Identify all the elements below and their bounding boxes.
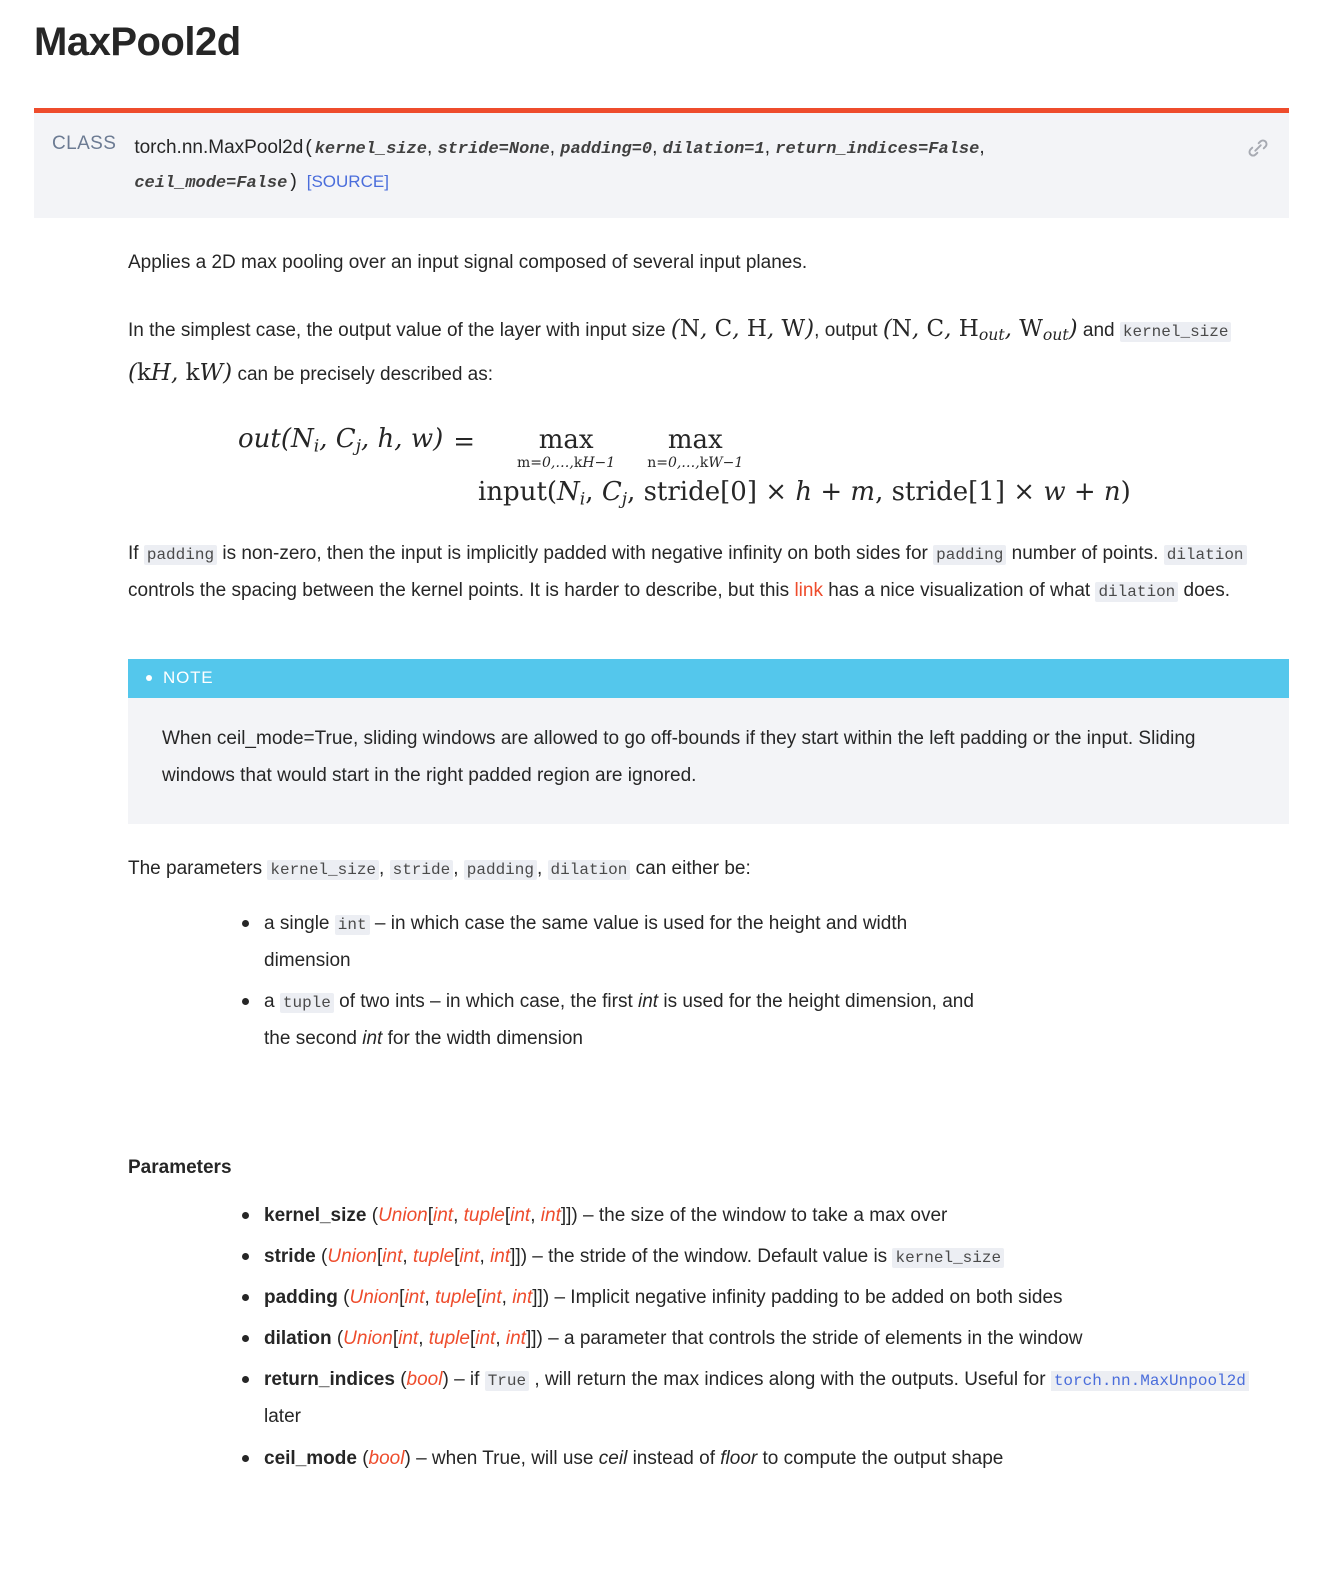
intro2-text-b: , output (814, 319, 883, 341)
param-name-padding: padding (264, 1287, 338, 1309)
param-name-ceil_mode: ceil_mode (264, 1447, 357, 1469)
code-int-1: int (335, 915, 370, 935)
padding-t5: has a nice visualization of what (822, 579, 1096, 601)
intro-paragraph-2 (128, 307, 1278, 397)
code-dilation-2: dilation (1095, 582, 1178, 602)
formula-lhs: $out(N_i$, $C_j$, h, w) (238, 424, 444, 457)
signature-close-paren: ) (287, 171, 299, 194)
list-item (264, 905, 984, 979)
param-name-stride: stride (264, 1246, 316, 1268)
link-icon[interactable] (1245, 135, 1271, 161)
code-padding-1: padding (144, 545, 217, 565)
maxunpool2d-link[interactable]: torch.nn.MaxUnpool2d (1051, 1371, 1249, 1391)
params-intro-sep3: , (536, 857, 548, 879)
code-kernel_size-intro: kernel_size (267, 860, 379, 880)
padding-t6: does. (1178, 579, 1231, 601)
code-kernel_size-default: kernel_size (892, 1248, 1004, 1268)
padding-t2: is non-zero, then the input is implicitly padded with negative infinity on both sides for (217, 542, 934, 564)
code-true: True (485, 1371, 529, 1391)
table-row: dilation (Union[int, tuple[int, int]]) – a parameter that controls the stride of elements in the window (264, 1320, 1289, 1357)
formula-max-limits-m: m=0,…,kH−1 (517, 454, 616, 471)
math-input-size: (N, C, H, W) (670, 315, 815, 342)
source-link[interactable]: [SOURCE] (306, 172, 389, 192)
table-row: stride (Union[int, tuple[int, int]]) – the stride of the window. Default value is kernel_size (264, 1238, 1289, 1275)
formula-max-operator-m: max m=0,…,kH−1 (517, 425, 616, 471)
note-label: NOTE (163, 667, 214, 687)
params-intro-t1: The parameters (128, 857, 268, 879)
param-desc-ceil_mode-c: to compute the output shape (757, 1447, 1004, 1469)
param-name-return_indices: return_indices (264, 1369, 395, 1391)
bullet2-t1: a (264, 991, 280, 1013)
param-desc-dilation: – a parameter that controls the stride of elements in the window (542, 1328, 1083, 1350)
param-desc-kernel_size: – the size of the window to take a max over (577, 1205, 948, 1227)
list-item (264, 983, 984, 1057)
param-em-ceil: ceil (598, 1447, 628, 1469)
param-type-union: Union (378, 1205, 428, 1227)
signature-param-padding: padding=0 (560, 140, 653, 159)
param-desc-padding: – Implicit negative infinity padding to be added on both sides (549, 1287, 1063, 1309)
signature-param-kernel_size: kernel_size (314, 140, 427, 159)
intro2-text-a: In the simplest case, the output value of the layer with input size (128, 319, 671, 341)
formula-rhs: $input(N_i$, $C_j$, stride[0] × h + m, stride[1] × w + n) (478, 476, 1131, 509)
signature-param-ceil_mode: ceil_mode=False (134, 174, 288, 194)
bullet2-t2: of two ints – in which case, the first (333, 991, 639, 1013)
param-desc-ceil_mode-b: instead of (627, 1447, 721, 1469)
code-tuple-1: tuple (280, 993, 334, 1013)
param-em-floor: floor (720, 1447, 758, 1469)
param-name-kernel_size: kernel_size (264, 1205, 367, 1227)
bullet1-t1: a single (264, 913, 335, 935)
padding-paragraph (128, 535, 1278, 609)
page-title: MaxPool2d (34, 20, 241, 64)
signature-param-stride: stride=None (437, 140, 550, 159)
bullet1-t2: – in which case the same value is used for the height and width dimension (264, 913, 908, 972)
param-desc-return_indices-c: later (264, 1406, 301, 1428)
param-desc-stride: – the stride of the window. Default value is (527, 1246, 893, 1268)
table-row: return_indices (bool) – if True , will return the max indices along with the outputs. Useful for torch.nn.MaxUnpool2d later (264, 1361, 1289, 1435)
math-kernel-size: (kH, kW) (128, 360, 233, 387)
signature-open-paren: ( (303, 137, 315, 159)
signature-param-return_indices: return_indices=False (775, 140, 980, 159)
note-header (128, 659, 1289, 698)
params-intro-t2: can either be: (630, 857, 751, 879)
doc-page (0, 18, 1323, 1589)
code-kernel-size: kernel_size (1120, 322, 1232, 342)
formula-block (128, 424, 1289, 509)
signature-param-dilation: dilation=1 (662, 140, 765, 159)
note-text: When ceil_mode=True, sliding windows are allowed to go off-bounds if they start within the left padding or the input. Sliding windows that would start in the right padded region are ignored. (162, 727, 1196, 786)
parameters-heading: Parameters (128, 1157, 232, 1179)
padding-t1: If (128, 542, 144, 564)
formula-max-operator-n: max n=0,…,kW−1 (647, 425, 744, 471)
code-dilation-intro: dilation (548, 860, 631, 880)
params-intro-sep1: , (379, 857, 390, 879)
note-bullet-icon (146, 675, 152, 681)
note-body (128, 698, 1289, 824)
param-desc-ceil_mode-a: – when True, will use (410, 1447, 599, 1469)
code-padding-2: padding (933, 545, 1006, 565)
class-keyword-label: CLASS (52, 133, 117, 154)
param-name-dilation: dilation (264, 1328, 332, 1350)
dilation-visualization-link[interactable]: link (794, 579, 823, 601)
table-row: padding (Union[int, tuple[int, int]]) – Implicit negative infinity padding to be added on both sides (264, 1279, 1289, 1316)
bullet2-t3: is used for the height dimension, and the second (264, 991, 974, 1050)
padding-t3: number of points. (1006, 542, 1164, 564)
table-row: kernel_size (Union[int, tuple[int, int]]) – the size of the window to take a max over (264, 1197, 1289, 1234)
parameters-list (128, 1197, 1289, 1476)
intro2-text-c: and (1077, 319, 1120, 341)
signature-qualname: torch.nn.MaxPool2d (134, 137, 304, 158)
params-intro-sep2: , (453, 857, 464, 879)
note-admonition (128, 659, 1289, 824)
signature-text: torch.nn.MaxPool2d(kernel_size, stride=None, padding=0, dilation=1, return_indices=False, ceil_mode=False) [SOURCE] (134, 137, 985, 194)
code-dilation-1: dilation (1164, 545, 1247, 565)
bullet2-em1: int (638, 991, 659, 1013)
class-signature-box (34, 108, 1289, 218)
formula-max-limits-n: n=0,…,kW−1 (647, 454, 744, 471)
code-padding-intro: padding (464, 860, 537, 880)
math-output-size: (N, C, $H_{out}$, $W_{out}$) (882, 315, 1078, 344)
params-intro-paragraph (128, 850, 1278, 887)
bullet2-em2: int (362, 1028, 383, 1050)
table-row: ceil_mode (bool) – when True, will use ceil instead of floor to compute the output shape (264, 1440, 1289, 1477)
param-desc-return_indices-b: , will return the max indices along with the outputs. Useful for (529, 1369, 1051, 1391)
code-stride-intro: stride (390, 860, 454, 880)
padding-t4: controls the spacing between the kernel points. It is harder to describe, but this (128, 579, 795, 601)
bullet2-t4: for the width dimension (382, 1028, 583, 1050)
doc-body (34, 244, 1289, 1477)
intro-paragraph-1: Applies a 2D max pooling over an input signal composed of several input planes. (128, 251, 808, 273)
intro2-text-d: can be precisely described as: (232, 364, 494, 386)
formula-equals: = (453, 426, 476, 457)
shape-bullet-list (128, 905, 1289, 1057)
param-desc-return_indices-a: – if (448, 1369, 485, 1391)
